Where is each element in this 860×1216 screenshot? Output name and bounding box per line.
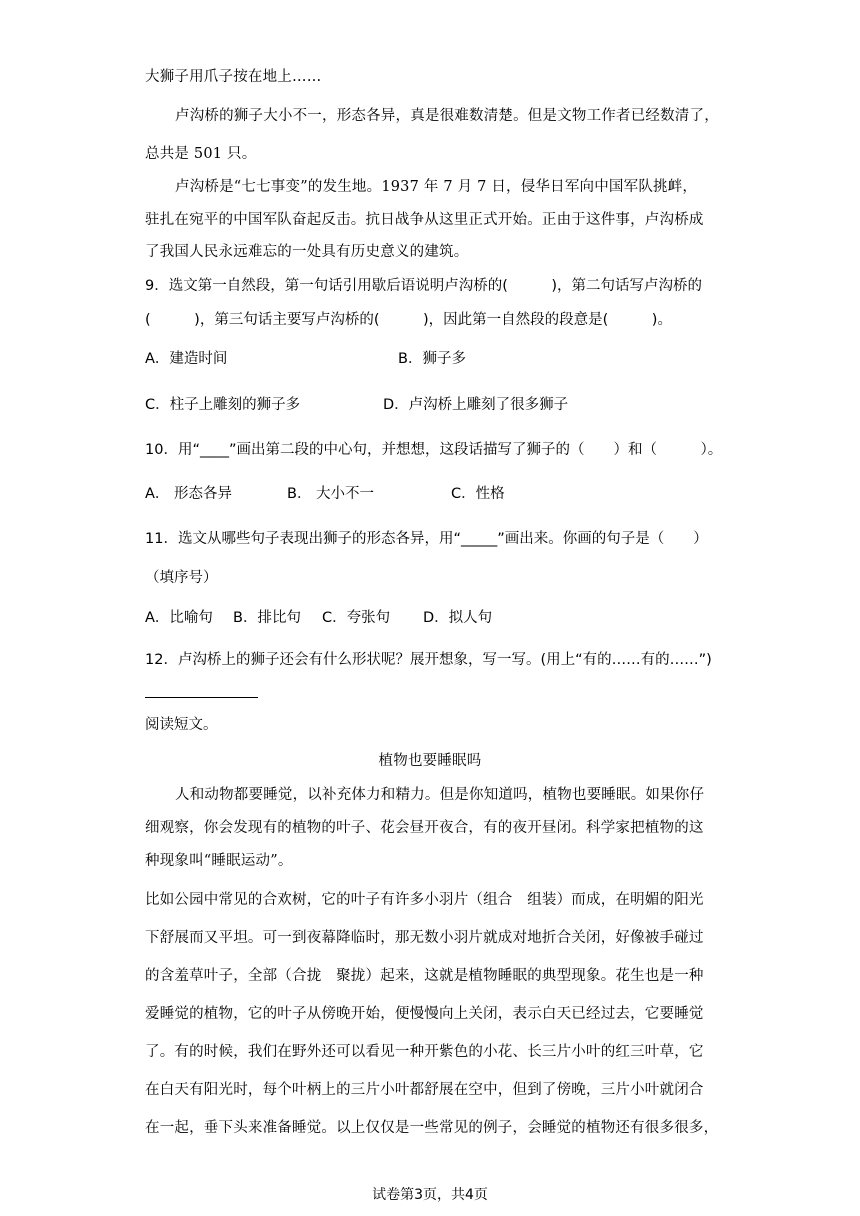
- q9-option-a[interactable]: A．建造时间: [145, 351, 228, 367]
- question-11-text: （填序号）: [145, 570, 218, 586]
- reading-instruction: 阅读短文。: [145, 717, 218, 733]
- answer-line[interactable]: [145, 697, 258, 698]
- passage-text-line: 比如公园中常见的合欢树，它的叶子有许多小羽片（组合 组装）而成，在明媚的阳光: [145, 892, 704, 908]
- passage-text-line: 的含羞草叶子，全部（合拢 聚拢）起来，这就是植物睡眠的典型现象。花生也是一种: [145, 968, 704, 984]
- passage-text-line: 种现象叫“睡眠运动”。: [145, 853, 293, 869]
- page-footer: 试卷第3页，共4页: [372, 1187, 488, 1203]
- q9-option-c[interactable]: C．柱子上雕刻的狮子多: [145, 397, 301, 413]
- passage-text-line: 爱睡觉的植物，它的叶子从傍晚开始，便慢慢向上关闭，表示白天已经过去，它要睡觉: [145, 1006, 704, 1022]
- q11-option-b[interactable]: B．排比句: [233, 610, 301, 626]
- passage-text-line: 人和动物都要睡觉，以补充体力和精力。但是你知道吗，植物也要睡眠。如果你仔: [175, 787, 705, 803]
- passage-text-line: 下舒展而又平坦。可一到夜幕降临时，那无数小羽片就成对地折合关闭，好像被手碰过: [145, 930, 704, 946]
- passage-text-line: 大狮子用爪子按在地上……: [145, 69, 322, 85]
- passage-text-line: 在一起，垂下头来准备睡觉。以上仅仅是一些常见的例子，会睡觉的植物还有很多很多，: [145, 1120, 719, 1136]
- passage-text-line: 细观察，你会发现有的植物的叶子、花会昼开夜合，有的夜开昼闭。科学家把植物的这: [145, 820, 704, 836]
- q9-option-d[interactable]: D．卢沟桥上雕刻了很多狮子: [383, 397, 569, 413]
- q10-option-b[interactable]: B． 大小不一: [287, 486, 375, 502]
- q10-option-c[interactable]: C．性格: [451, 486, 505, 502]
- passage-text-line: 在白天有阳光时，每个叶柄上的三片小叶都舒展在空中，但到了傍晚，三片小叶就闭合: [145, 1082, 704, 1098]
- q11-option-d[interactable]: D．拟人句: [423, 610, 493, 626]
- passage-text-line: 驻扎在宛平的中国军队奋起反击。抗日战争从这里正式开始。正由于这件事，卢沟桥成: [145, 212, 704, 228]
- passage-text-line: 总共是 501 只。: [145, 146, 257, 162]
- passage-text-line: 了我国人民永远难忘的一处具有历史意义的建筑。: [145, 244, 469, 260]
- q11-option-c[interactable]: C．夸张句: [322, 610, 391, 626]
- passage-text-line: 卢沟桥的狮子大小不一，形态各异，真是很难数清楚。但是文物工作者已经数清了，: [175, 108, 719, 124]
- q9-option-b[interactable]: B．狮子多: [398, 351, 466, 367]
- question-9-text: ( )，第三句话主要写卢沟桥的( )，因此第一自然段的段意是( )。: [145, 312, 672, 328]
- question-10-text: 10．用“____”画出第二段的中心句，并想想，这段话描写了狮子的（ ）和（ ）。: [145, 442, 723, 458]
- passage-text-line: 了。有的时候，我们在野外还可以看见一种开紫色的小花、长三片小叶的红三叶草，它: [145, 1044, 704, 1060]
- q11-option-a[interactable]: A．比喻句: [145, 610, 213, 626]
- passage-title: 植物也要睡眠吗: [378, 753, 482, 769]
- q10-option-a[interactable]: A． 形态各异: [145, 486, 233, 502]
- question-9-text: 9．选文第一自然段，第一句话引用歇后语说明卢沟桥的( )，第二句话写卢沟桥的: [145, 278, 703, 294]
- passage-text-line: 卢沟桥是“七七事变”的发生地。1937 年 7 月 7 日，侵华日军向中国军队挑衅，: [175, 179, 698, 195]
- question-12-text: 12．卢沟桥上的狮子还会有什么形状呢？展开想象，写一写。(用上“有的……有的……”): [145, 652, 712, 668]
- question-11-text: 11．选文从哪些句子表现出狮子的形态各异，用“_____”画出来。你画的句子是（ ）: [145, 531, 708, 547]
